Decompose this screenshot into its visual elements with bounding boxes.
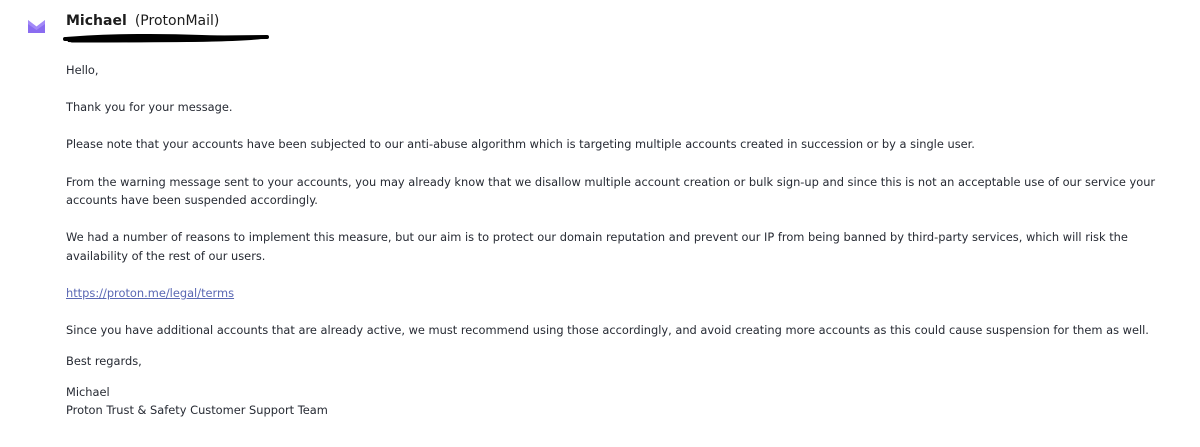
- signature-team: Proton Trust & Safety Customer Support Team: [66, 403, 328, 418]
- paragraph-reasons: We had a number of reasons to implement this measure, but our aim is to protect our domain reputation and prevent our IP from being banned by third-party services, which will risk the availability of the rest of our users.: [66, 230, 1128, 263]
- sender-org: (ProtonMail): [134, 13, 220, 29]
- paragraph-warning: From the warning message sent to your accounts, you may already know that we disallow multiple account creation or bulk sign-up and since this is not an acceptable use of our service your accounts have been suspended accordingly.: [66, 174, 1156, 208]
- paragraph-recommendation: Since you have additional accounts that are already active, we must recommend using those accordingly, and avoid creating more accounts as this could cause suspension for them as well.: [66, 323, 1149, 338]
- proton-logo-icon: [28, 18, 45, 33]
- closing: Best regards,: [66, 353, 142, 368]
- terms-link[interactable]: https://proton.me/legal/terms: [66, 286, 235, 301]
- message-body: [66, 61, 1186, 438]
- sender-name: Michael: [66, 13, 127, 29]
- redaction-mark: [62, 29, 272, 47]
- paragraph-thanks: Thank you for your message.: [66, 100, 233, 115]
- greeting: Hello,: [66, 63, 99, 77]
- signature: [66, 383, 1186, 420]
- sender-header: [66, 10, 219, 29]
- signature-name: Michael: [66, 384, 110, 399]
- terms-paragraph: [66, 284, 1186, 303]
- paragraph-anti-abuse: Please note that your accounts have been subjected to our anti-abuse algorithm which is targeting multiple accounts created in succession or by a single user.: [66, 137, 975, 152]
